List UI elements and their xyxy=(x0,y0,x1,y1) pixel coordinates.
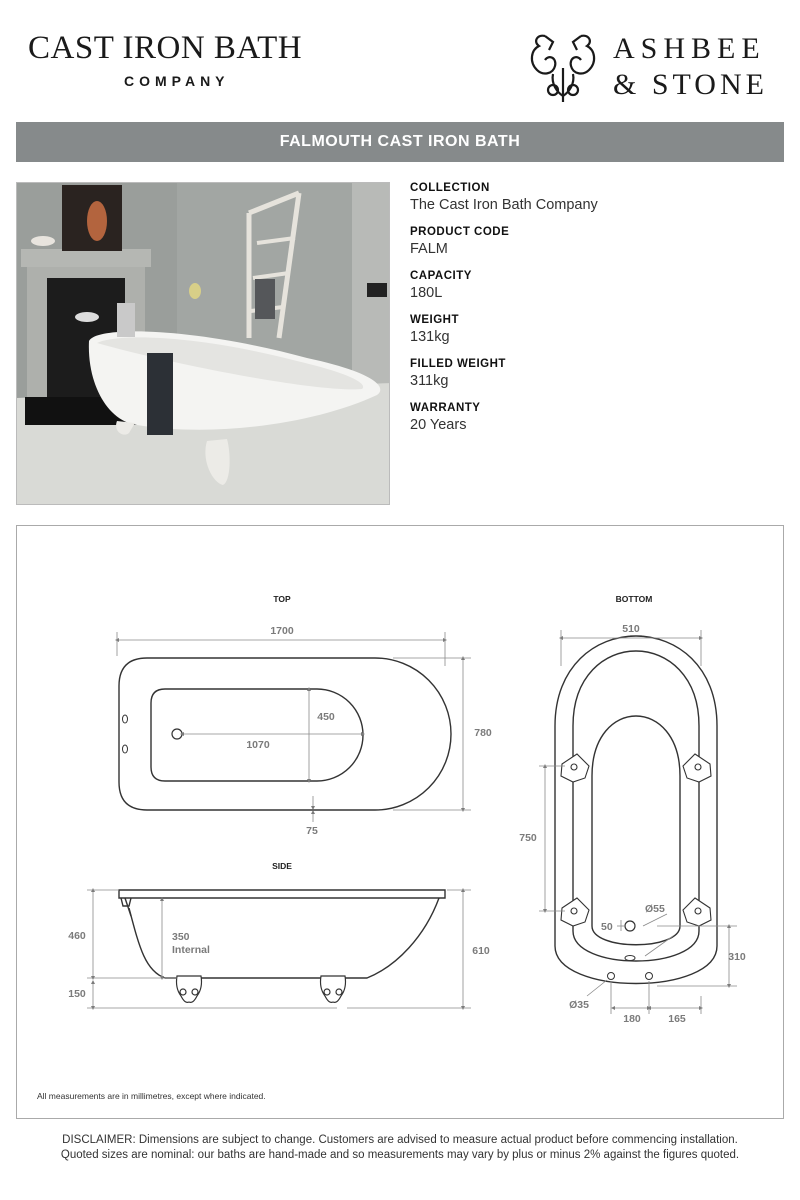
dim-side-internal-label: Internal xyxy=(172,944,210,956)
brand-right-line1: ASHBEE xyxy=(613,32,766,65)
dim-bottom-hole-dia: Ø35 xyxy=(569,999,589,1011)
brand-left-line2: COMPANY xyxy=(124,73,230,89)
dim-side-total: 610 xyxy=(472,945,490,957)
top-view-label: TOP xyxy=(273,594,291,604)
dim-top-offset: 75 xyxy=(306,825,318,837)
spec-label: PRODUCT CODE xyxy=(410,226,510,238)
side-view-label: SIDE xyxy=(272,861,292,871)
product-title-bar xyxy=(16,122,784,162)
disclaimer-line1: DISCLAIMER: Dimensions are subject to change. Customers are advised to measure actual product before commencing installation. xyxy=(62,1134,738,1146)
side-feet xyxy=(177,976,346,1002)
spec-label: FILLED WEIGHT xyxy=(410,358,506,370)
seahorse-emblem-icon xyxy=(523,28,603,104)
cast-iron-bath-company-logo xyxy=(28,30,348,89)
dim-top-inner-length: 1070 xyxy=(246,739,270,751)
spec-capacity xyxy=(410,270,770,301)
spec-value: The Cast Iron Bath Company xyxy=(410,197,598,213)
brand-right-line2: & STONE xyxy=(613,68,768,101)
dim-bottom-hole-a: 180 xyxy=(623,1013,641,1025)
brand-left-line1: CAST IRON BATH xyxy=(28,30,303,66)
spec-product-code xyxy=(410,226,770,257)
dim-bottom-from-end: 310 xyxy=(728,951,746,963)
dim-bottom-feet-spacing: 750 xyxy=(519,832,537,844)
dim-top-inner-width: 450 xyxy=(317,711,335,723)
technical-drawing xyxy=(16,525,784,1119)
spec-label: WARRANTY xyxy=(410,402,481,414)
spec-filled-weight xyxy=(410,358,770,389)
dim-top-width: 780 xyxy=(474,727,492,739)
bottom-view-label: BOTTOM xyxy=(615,594,653,604)
ashbee-stone-logo xyxy=(523,28,783,104)
dim-side-internal: 350 xyxy=(172,931,190,943)
product-title: FALMOUTH CAST IRON BATH xyxy=(279,133,521,150)
spec-value: 180L xyxy=(410,285,443,301)
spec-label: COLLECTION xyxy=(410,182,490,194)
dim-bottom-hole-b: 165 xyxy=(668,1013,686,1025)
spec-value: 131kg xyxy=(410,329,450,345)
dim-top-length: 1700 xyxy=(270,625,294,637)
dim-bottom-waste-dia: Ø55 xyxy=(645,903,665,915)
bottom-feet xyxy=(561,754,711,926)
spec-list xyxy=(410,182,770,446)
measurement-note: All measurements are in millimetres, except where indicated. xyxy=(37,1091,266,1101)
disclaimer xyxy=(0,1133,800,1163)
spec-label: WEIGHT xyxy=(410,314,459,326)
dim-side-feet: 150 xyxy=(68,988,86,1000)
product-photo xyxy=(16,182,390,505)
spec-value: 20 Years xyxy=(410,417,467,433)
spec-warranty xyxy=(410,402,770,433)
dim-side-height: 460 xyxy=(68,930,86,942)
dim-bottom-width: 510 xyxy=(622,623,640,635)
spec-label: CAPACITY xyxy=(410,270,472,282)
spec-value: 311kg xyxy=(410,373,449,389)
disclaimer-line2: Quoted sizes are nominal: our baths are hand-made and so measurements may vary by plus or minus 2% against the figures quoted. xyxy=(60,1149,740,1161)
spec-value: FALM xyxy=(410,241,448,257)
spec-weight xyxy=(410,314,770,345)
spec-collection xyxy=(410,182,770,213)
dim-bottom-waste-offset: 50 xyxy=(601,921,613,933)
